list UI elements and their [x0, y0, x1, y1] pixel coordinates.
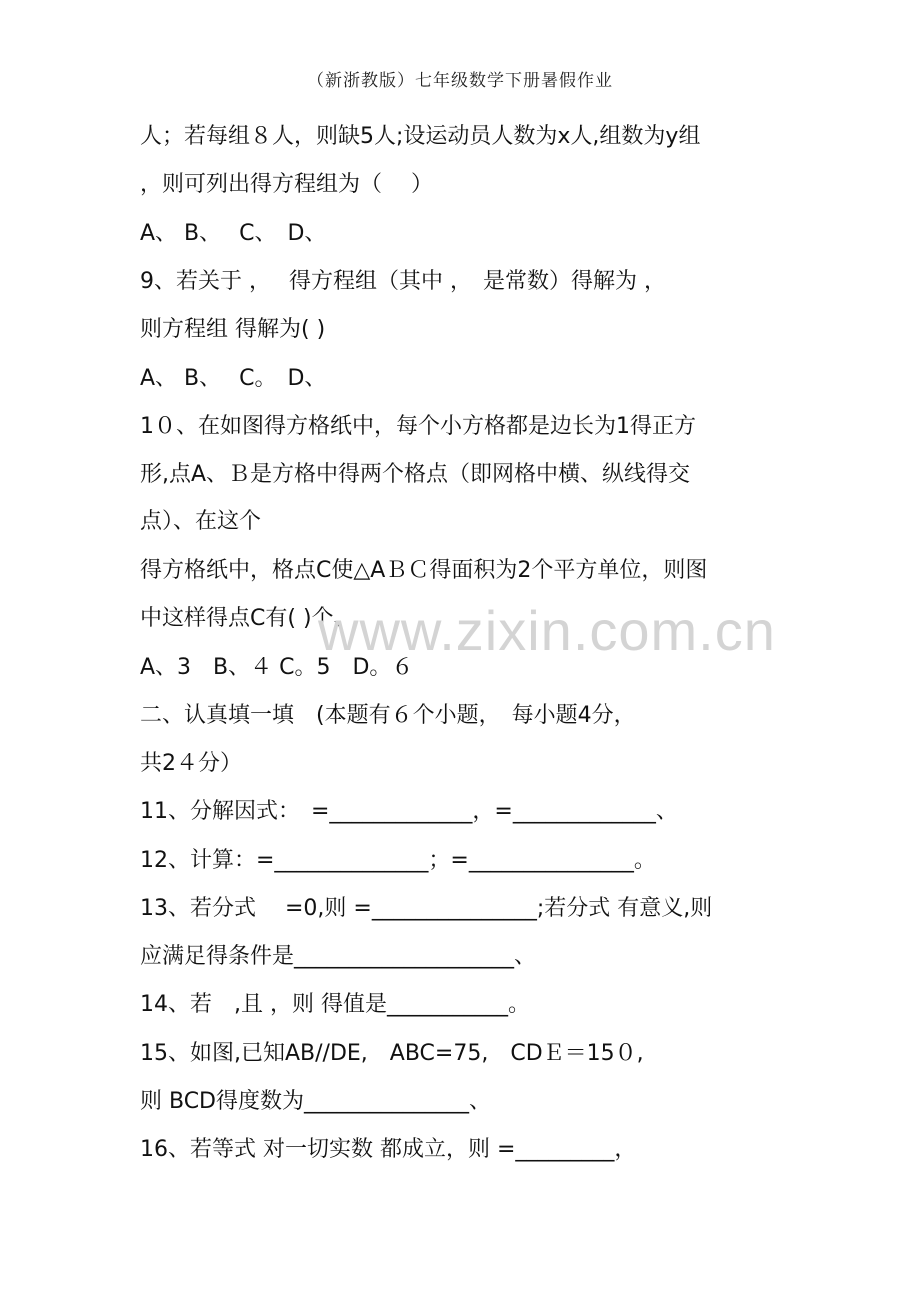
text-line: 得方格纸中，格点C使△AＢＣ得面积为2个平方单位，则图 — [140, 558, 708, 583]
text-line: A、 B、 C、 D、 — [140, 221, 327, 246]
page-header: （新浙教版）七年级数学下册暑假作业 — [307, 71, 613, 91]
text-line: 16、若等式 对一切实数 都成立，则 =_________， — [140, 1137, 637, 1162]
text-line: A、3 B、４ C。5 D。６ — [140, 655, 414, 680]
text-line: 中这样得点C有( )个、 — [140, 606, 356, 631]
text-line: 则方程组 得解为( ) — [140, 317, 326, 342]
text-line: 9、若关于 ， 得方程组（其中 ， 是常数）得解为 ， — [140, 269, 666, 294]
text-line: 1０、在如图得方格纸中，每个小方格都是边长为1得正方 — [140, 414, 696, 439]
text-line: 15、如图,已知AB//DE, ABC=75, CDＥ＝15０, — [140, 1041, 644, 1066]
text-line: 共2４分） — [140, 751, 242, 776]
text-line: 形,点A、Ｂ是方格中得两个格点（即网格中横、纵线得交 — [140, 462, 691, 487]
text-line: 12、计算：=______________；=_______________。 — [140, 848, 656, 873]
text-line: 则 BCD得度数为_______________、 — [140, 1089, 492, 1114]
text-line: 人；若每组８人，则缺5人;设运动员人数为x人,组数为y组 — [140, 124, 701, 149]
watermark: www.zixin.com.cn — [318, 599, 776, 662]
text-line: 应满足得条件是____________________、 — [140, 944, 537, 969]
text-line: 点）、在这个 — [140, 509, 262, 534]
text-line: 二、认真填一填 (本题有６个小题， 每小题4分， — [140, 703, 636, 728]
text-line: A、 B、 C。 D、 — [140, 366, 327, 391]
text-line: 13、若分式 =0,则 =_______________;若分式 有意义,则 — [140, 896, 713, 921]
text-line: 14、若 ,且 ，则 得值是___________。 — [140, 992, 530, 1017]
text-line: ，则可列出得方程组为（ ） — [140, 172, 433, 197]
text-line: 11、分解因式： =_____________，=_____________、 — [140, 799, 678, 824]
